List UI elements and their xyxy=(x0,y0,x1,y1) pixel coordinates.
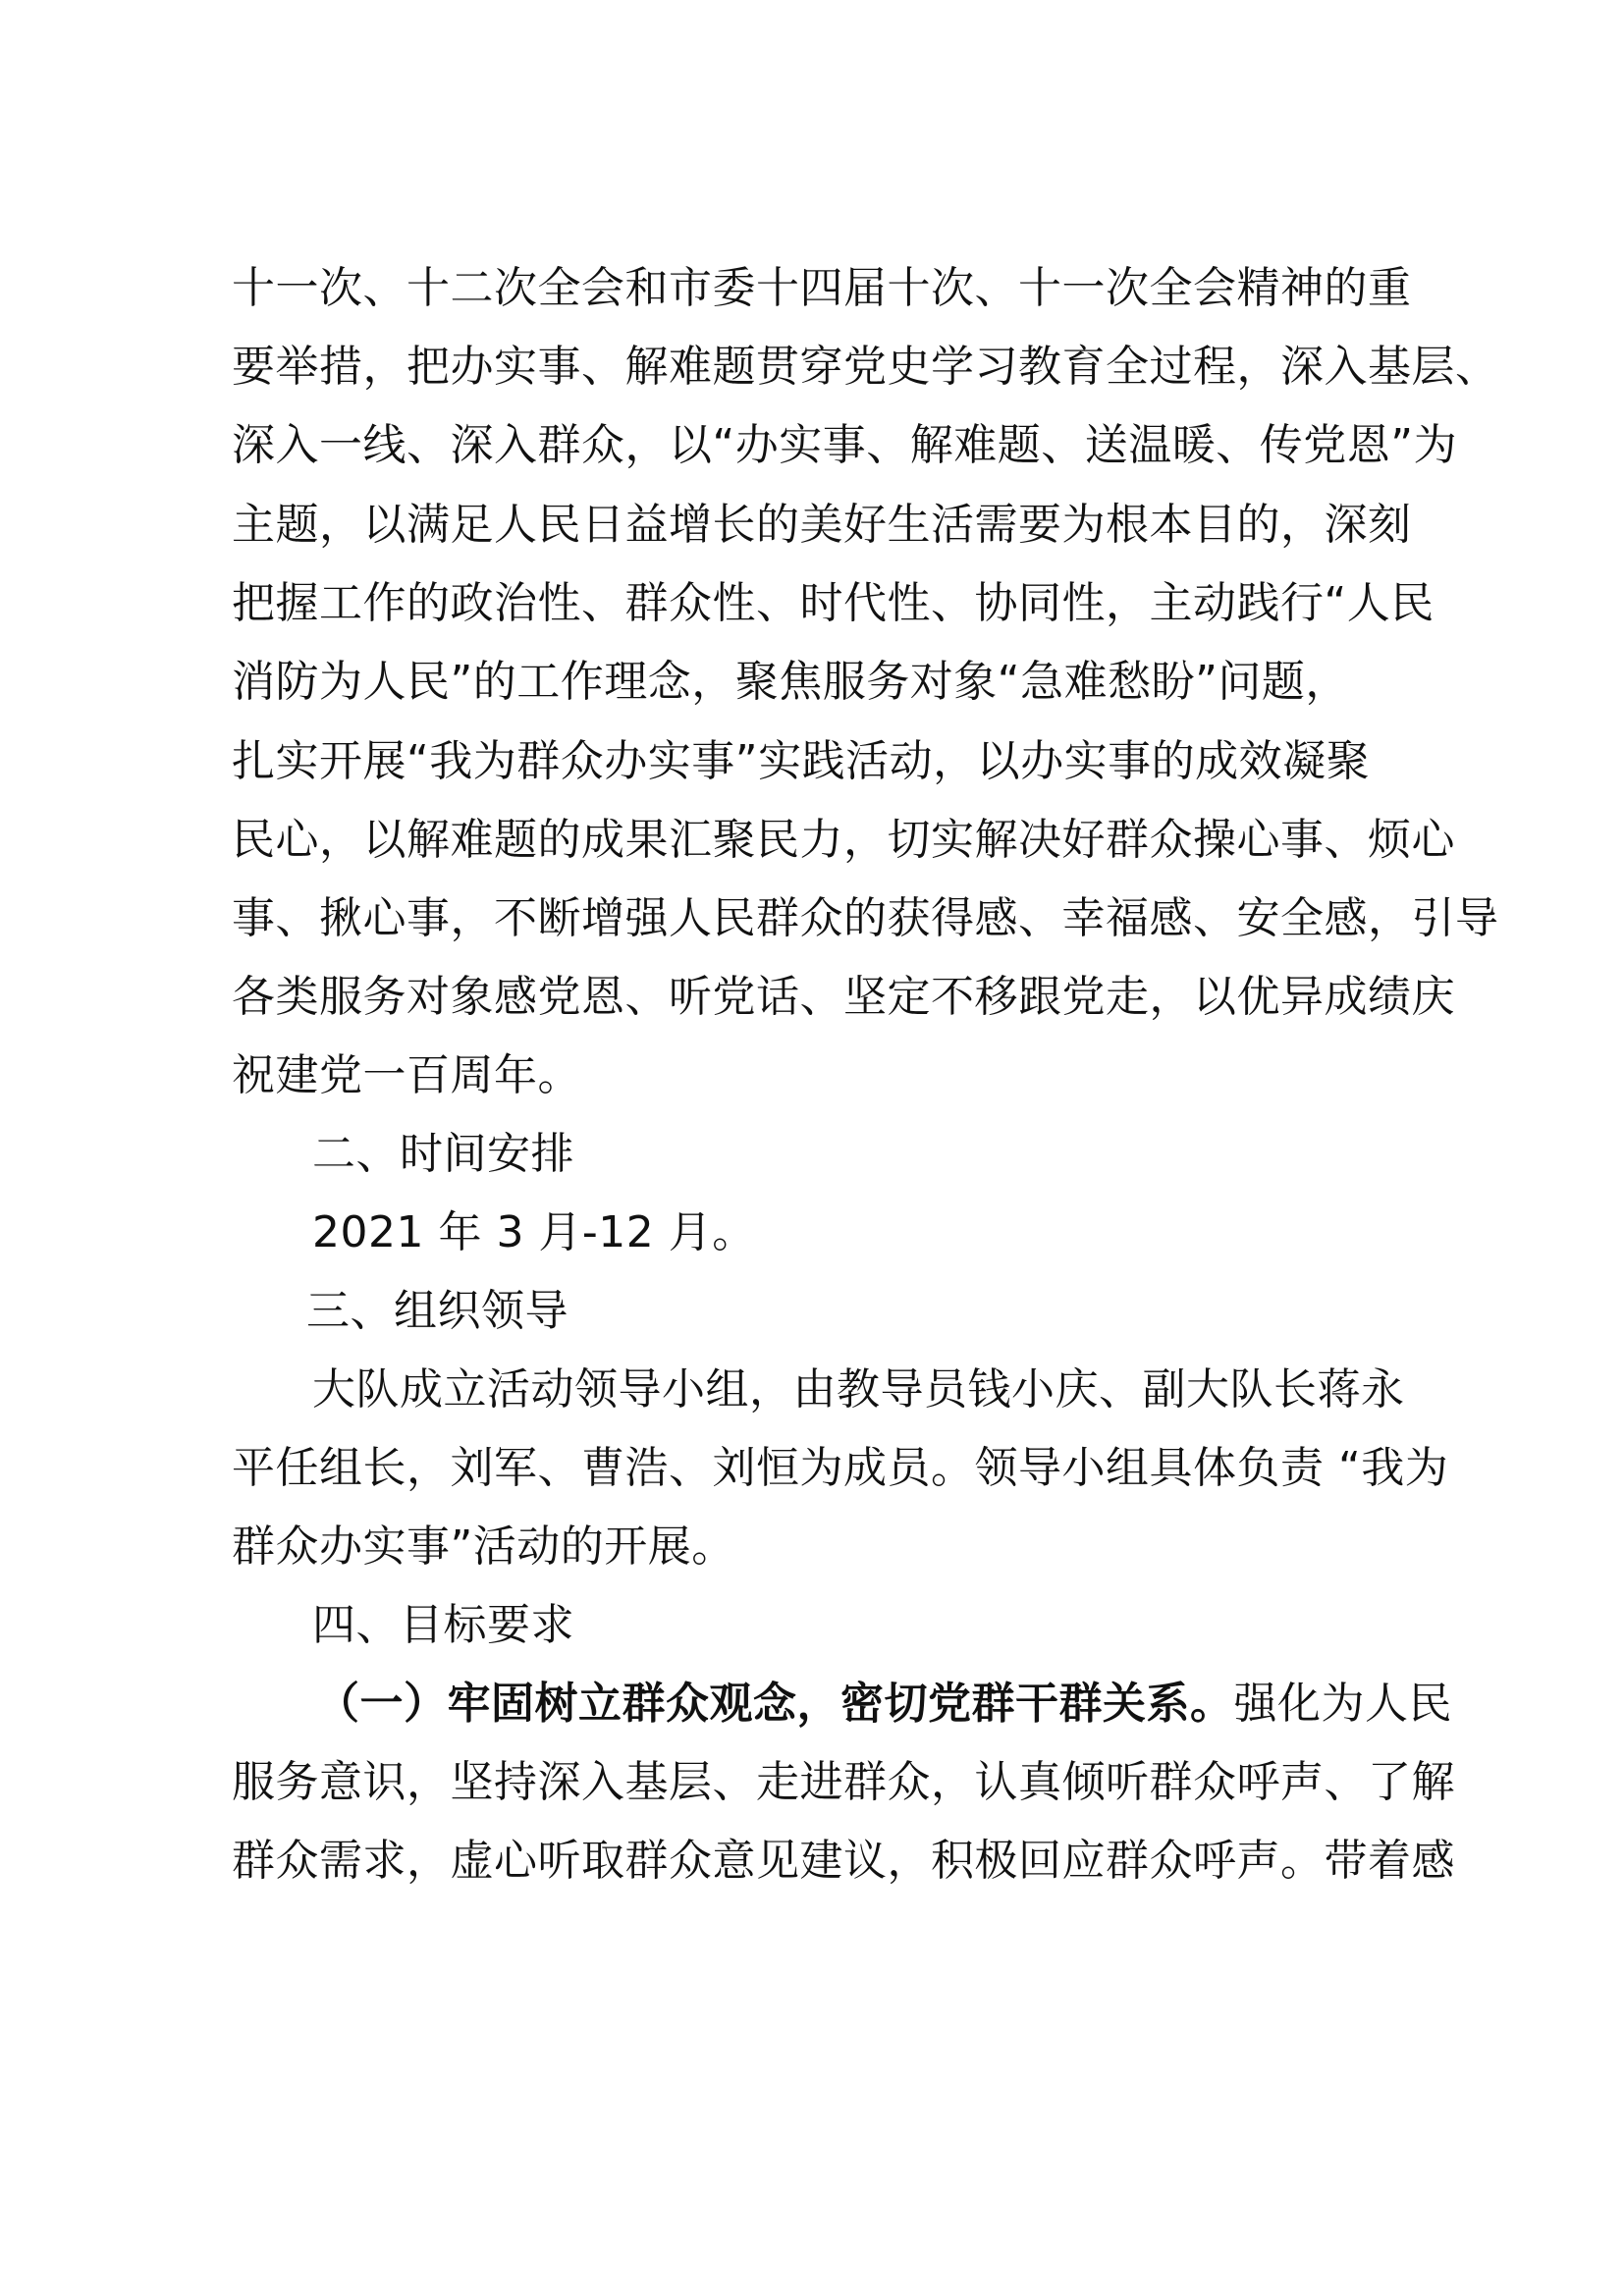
body-line-1: 十一次、十二次全会和市委十四届十次、十一次全会精神的重 xyxy=(232,263,1412,313)
body-line-4: 主题，以满足人民日益增长的美好生活需要为根本目的，深刻 xyxy=(232,500,1412,550)
body-line-2: 要举措，把办实事、解难题贯穿党史学习教育全过程，深入基层、 xyxy=(232,342,1499,392)
section-heading-goals: 四、目标要求 xyxy=(312,1600,574,1650)
goals-body-line-1: 服务意识，坚持深入基层、走进群众，认真倾听群众呼声、了解 xyxy=(232,1757,1455,1807)
body-line-5: 把握工作的政治性、群众性、时代性、协同性，主动践行“人民 xyxy=(232,578,1435,628)
section-heading-organization: 三、组织领导 xyxy=(306,1286,568,1336)
goals-subsection-1-text: 强化为人民 xyxy=(1233,1679,1452,1729)
section-heading-time: 二、时间安排 xyxy=(312,1129,574,1179)
body-line-8: 民心，以解难题的成果汇聚民力，切实解决好群众操心事、烦心 xyxy=(232,815,1455,865)
body-line-6: 消防为人民”的工作理念，聚焦服务对象“急难愁盼”问题， xyxy=(232,657,1349,707)
goals-subsection-1-title: （一）牢固树立群众观念，密切党群干群关系。 xyxy=(316,1679,1234,1729)
goals-subsection-1 xyxy=(316,1675,1452,1734)
section-body-time: 2021 年 3 月-12 月。 xyxy=(312,1207,756,1257)
body-line-3: 深入一线、深入群众，以“办实事、解难题、送温暖、传党恩”为 xyxy=(232,420,1458,470)
body-line-9: 事、揪心事，不断增强人民群众的获得感、幸福感、安全感，引导 xyxy=(232,893,1499,943)
body-line-11: 祝建党一百周年。 xyxy=(232,1050,581,1100)
section-body-organization-2: 平任组长，刘军、曹浩、刘恒为成员。领导小组具体负责 “我为 xyxy=(232,1443,1449,1493)
body-line-10: 各类服务对象感党恩、听党话、坚定不移跟党走，以优异成绩庆 xyxy=(232,972,1455,1022)
goals-body-line-2: 群众需求，虚心听取群众意见建议，积极回应群众呼声。带着感 xyxy=(232,1836,1455,1886)
body-line-7: 扎实开展“我为群众办实事”实践活动，以办实事的成效凝聚 xyxy=(232,736,1371,786)
section-body-organization-1: 大队成立活动领导小组，由教导员钱小庆、副大队长蒋永 xyxy=(312,1364,1405,1415)
section-body-organization-3: 群众办实事”活动的开展。 xyxy=(232,1522,735,1572)
